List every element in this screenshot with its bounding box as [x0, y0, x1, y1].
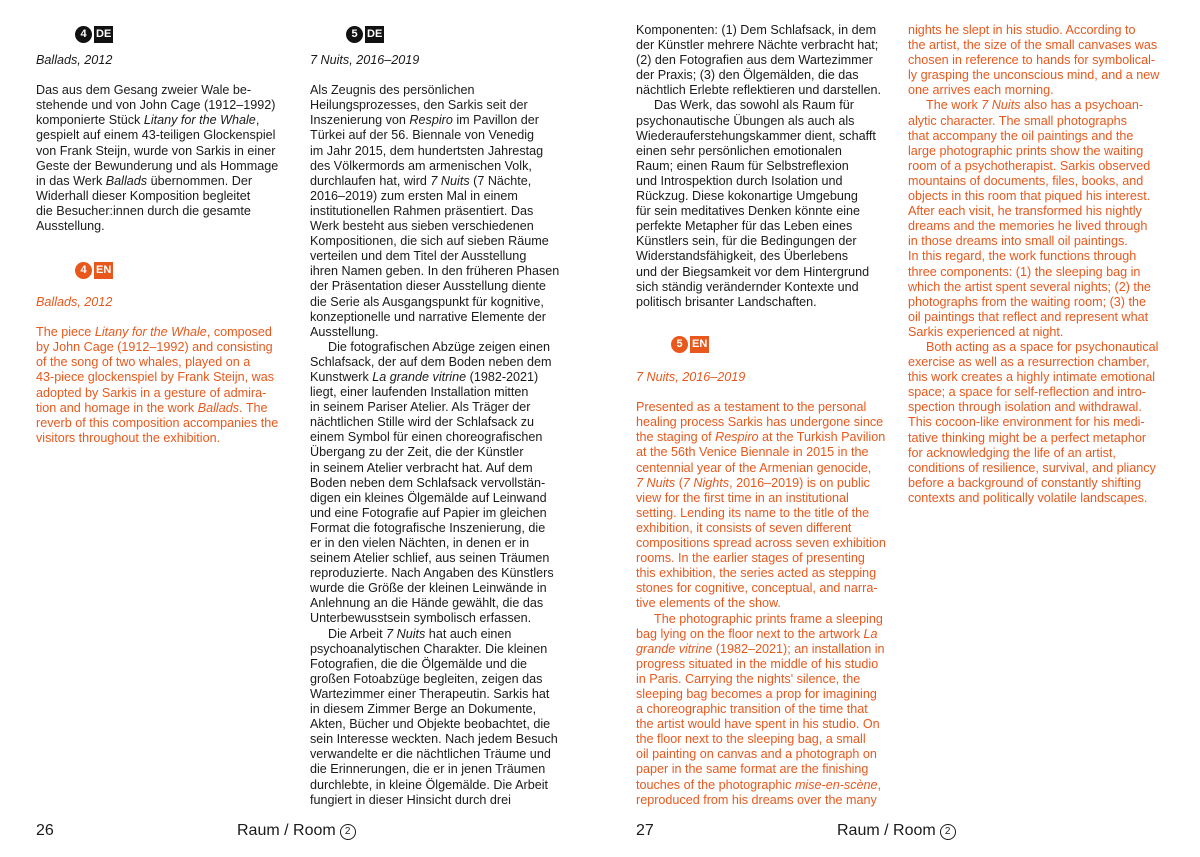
paragraph	[636, 612, 904, 808]
room-number-circle: 2	[940, 824, 956, 840]
text-line: adopted by Sarkis in a gesture of admira-	[36, 385, 267, 400]
text-line: grande vitrine (1982–2021); an installation in	[636, 641, 885, 656]
section-number: 5	[671, 336, 688, 353]
text-line: Das Werk, das sowohl als Raum für	[654, 98, 854, 113]
running-title	[837, 822, 956, 840]
text-line: at the 56th Venice Biennale in 2015 in the	[636, 445, 869, 460]
text-line: of the song of two whales, played on a	[36, 355, 251, 370]
text-line: three components: (1) the sleeping bag in	[908, 264, 1141, 279]
text-line: gespielt auf einem 43-teiligen Glockenspiel	[36, 128, 276, 143]
text-line: nights he slept in his studio. According to	[908, 23, 1136, 37]
body-paragraphs	[310, 83, 580, 808]
text-line: mountains of documents, files, books, and	[908, 173, 1144, 188]
text-line: stones for cognitive, conceptual, and narra-	[636, 581, 878, 596]
language-tag: EN	[690, 336, 709, 353]
text-line: healing process Sarkis has undergone since	[636, 415, 884, 430]
text-line: in those dreams into small oil paintings.	[908, 234, 1128, 249]
paragraph	[908, 98, 1183, 340]
text-line: durchlebte, in kleine Ölgemälde. Die Arbeit	[310, 777, 549, 792]
text-line: oil painting on canvas and a photograph on	[636, 747, 877, 762]
text-line: this work creates a highly intimate emotional	[908, 370, 1156, 385]
text-line: In this regard, the work functions through	[908, 249, 1137, 264]
section-title: Ballads, 2012	[36, 295, 113, 309]
text-line: Ausstellung.	[36, 219, 105, 234]
left-col1-de-block	[36, 53, 301, 234]
text-line: Raum; einen Raum für Selbstreflexion	[636, 158, 849, 173]
text-line: tative thinking might be a perfect metaphor	[908, 430, 1147, 445]
text-line: sleeping bag becomes a prop for imagining	[636, 686, 877, 701]
body-paragraphs	[636, 400, 904, 808]
text-line: After each visit, he transformed his nightly	[908, 204, 1142, 219]
text-line: tion and homage in the work Ballads. The	[36, 400, 268, 415]
text-line: politisch brisanter Landschaften.	[636, 294, 817, 309]
text-line: nächtlichen Stille wird der Schlafsack zu	[310, 415, 534, 430]
text-line: komponierte Stück Litany for the Whale,	[36, 113, 260, 128]
text-line: compositions spread across seven exhibition	[636, 536, 886, 551]
text-line: seinem Atelier schlief, aus seinen Träumen	[310, 551, 550, 566]
text-line: chosen in reference to hands for symbolical-	[908, 53, 1156, 68]
text-line: Both acting as a space for psychonautical	[926, 339, 1159, 354]
text-line: für sein meditatives Denken könnte eine	[636, 204, 861, 219]
right-col1-de-block	[636, 23, 904, 310]
text-line: 43-piece glockenspiel by Frank Steijn, was	[36, 370, 275, 385]
text-line: des Völkermords am armenischen Volk,	[310, 158, 532, 173]
text-line: that accompany the oil paintings and the	[908, 128, 1134, 143]
text-line: Widerstandsfähigkeit, des Überlebens	[636, 249, 849, 264]
section-title: 7 Nuits, 2016–2019	[636, 370, 746, 384]
text-line: psychonautische Übungen als auch als	[636, 113, 855, 128]
text-line: Geste der Bewunderung und als Hommage	[36, 158, 279, 173]
text-line: Anlehnung an die Hände gewählt, die das	[310, 596, 544, 611]
text-line: for acknowledging the life of an artist,	[908, 445, 1116, 460]
running-title	[237, 822, 356, 840]
text-line: the staging of Respiro at the Turkish Pavilion	[636, 430, 886, 445]
text-line: Rückzug. Diese kokonartige Umgebung	[636, 189, 858, 204]
text-line: wurde die Größe der kleinen Leinwände in	[310, 581, 547, 596]
text-line: 2016–2019) zum ersten Mal in einem	[310, 188, 518, 203]
text-line: the floor next to the sleeping bag, a small	[636, 732, 866, 747]
text-line: objects in this room that piqued his interest.	[908, 189, 1151, 204]
language-tag: EN	[94, 262, 113, 279]
text-line: institutionellen Rahmen präsentiert. Das	[310, 203, 534, 218]
paragraph	[636, 400, 904, 611]
text-line: Das aus dem Gesang zweier Wale be-	[36, 83, 252, 98]
text-line: nächtlich Erlebte reflektieren und darstellen.	[636, 83, 882, 98]
text-line: tive elements of the show.	[636, 596, 781, 611]
text-line: centennial year of the Armenian genocide,	[636, 460, 872, 475]
text-line: und Introspektion durch Isolation und	[636, 173, 843, 188]
text-line: Als Zeugnis des persönlichen	[310, 83, 475, 98]
text-line: verteilen und dem Titel der Ausstellung	[310, 249, 527, 264]
paragraph	[310, 83, 580, 340]
text-line: psychoanalytischen Charakter. Die kleinen	[310, 641, 548, 656]
text-line: the artist would have spent in his studio. On	[636, 717, 880, 732]
text-line: 7 Nuits (7 Nights, 2016–2019) is on public	[636, 475, 870, 490]
text-line: conditions of resilience, survival, and pliancy	[908, 460, 1156, 475]
text-line: Künstlers sein, für die Bedingungen der	[636, 234, 857, 249]
body-paragraphs	[636, 23, 904, 310]
text-line: progress situated in the middle of his studio	[636, 656, 879, 671]
text-line: in Paris. Carrying the nights' silence, the	[636, 671, 861, 686]
section-badge-4-en	[75, 261, 113, 279]
text-line: visitors throughout the exhibition.	[36, 430, 221, 445]
text-line: und der Biegsamkeit vor dem Hintergrund	[636, 264, 870, 279]
text-line: view for the first time in an institutional	[636, 490, 849, 505]
room-number-circle: 2	[340, 824, 356, 840]
text-line: this exhibition, the series acted as stepping	[636, 566, 877, 581]
paragraph	[636, 98, 904, 309]
text-line: by John Cage (1912–1992) and consisting	[36, 340, 273, 355]
text-line: verwandelte er die nächtlichen Träume und	[310, 747, 551, 762]
left-col1-en-block	[36, 295, 301, 446]
text-line: einen sehr persönlichen emotionalen	[636, 143, 842, 158]
running-title-text: Raum / Room	[837, 822, 936, 839]
text-line: Ausstellung.	[310, 324, 379, 339]
text-line: oil paintings that reflect and represent what	[908, 309, 1149, 324]
text-line: durchlaufen hat, wird 7 Nuits (7 Nächte,	[310, 173, 532, 188]
text-line: Türkei auf der 56. Biennale von Venedig	[310, 128, 535, 143]
text-line: perfekte Metapher für das Leben eines	[636, 219, 853, 234]
text-line: konzeptionelle und narrative Elemente der	[310, 309, 546, 324]
text-line: paper in the same format are the finishing	[636, 762, 869, 777]
text-line: Sarkis experienced at night.	[908, 324, 1064, 339]
text-line: Übergang zu der Zeit, die der Künstler	[310, 445, 524, 460]
text-line: sein Interesse weckten. Nach jedem Besuch	[310, 732, 558, 747]
text-line: spection through isolation and withdrawal.	[908, 400, 1142, 415]
text-line: before a background of constantly shifting	[908, 475, 1142, 490]
text-line: die Erinnerungen, die er in jenen Träumen	[310, 762, 546, 777]
paragraph	[310, 627, 580, 808]
section-number: 5	[346, 26, 363, 43]
text-line: Schlafsack, der auf dem Boden neben dem	[310, 354, 552, 369]
text-line: Wiederauferstehungskammer dient, schafft	[636, 128, 876, 143]
body-paragraphs	[908, 23, 1183, 506]
text-line: in seinem Pariser Atelier. Als Träger der	[310, 400, 531, 415]
text-line: einem Symbol für einen choreografischen	[310, 430, 543, 445]
text-line: This cocoon-like environment for his medi-	[908, 415, 1145, 430]
text-line: photographs from the waiting room; (3) the	[908, 294, 1147, 309]
text-line: dreams and the memories he lived through	[908, 219, 1148, 234]
text-line: The piece Litany for the Whale, composed	[36, 325, 272, 340]
text-line: alytic character. The small photographs	[908, 113, 1127, 128]
text-line: Kompositionen, die sich auf sieben Räume	[310, 234, 549, 249]
text-line: Presented as a testament to the personal	[636, 400, 867, 415]
text-line: one arrives each morning.	[908, 83, 1054, 98]
text-line: exercise as well as a resurrection chamber,	[908, 355, 1150, 370]
text-line: exhibition, it consists of seven different	[636, 520, 852, 535]
section-badge-5-en	[671, 335, 709, 353]
text-line: großen Fotoabzüge begleiten, zeigen das	[310, 671, 543, 686]
section-badge-4-de	[75, 25, 113, 43]
text-line: Werk besteht aus sieben verschiedenen	[310, 219, 534, 234]
text-line: Kunstwerk La grande vitrine (1982-2021)	[310, 369, 539, 384]
text-line: der Praxis; (3) den Ölgemälden, die das	[636, 68, 859, 83]
text-line: room of a psychotherapist. Sarkis observed	[908, 158, 1151, 173]
section-title: 7 Nuits, 2016–2019	[310, 53, 420, 67]
text-line: ihren Namen geben. In den früheren Phasen	[310, 264, 560, 279]
text-line: space; a space for self-reflection and intro-	[908, 385, 1147, 400]
body-text	[36, 325, 301, 446]
language-tag: DE	[94, 26, 113, 43]
left-col2-de-block	[310, 53, 580, 808]
text-line: The photographic prints frame a sleeping	[654, 611, 883, 626]
text-line: a choreographic transition of the time that	[636, 702, 868, 717]
text-line: Boden neben dem Schlafsack vervollstän-	[310, 475, 546, 490]
text-line: und eine Fotografie auf Papier im gleichen	[310, 505, 547, 520]
text-line: die Besucher:innen durch die gesamte	[36, 203, 251, 218]
text-line: Inszenierung von Respiro im Pavillon der	[310, 113, 539, 128]
text-line: Widerhall dieser Komposition begleitet	[36, 188, 251, 203]
text-line: touches of the photographic mise-en-scène,	[636, 777, 882, 792]
paragraph	[908, 340, 1183, 506]
page-number: 26	[36, 822, 54, 839]
text-line: The work 7 Nuits also has a psychoan-	[926, 98, 1144, 113]
section-number: 4	[75, 26, 92, 43]
text-line: in seinem Atelier verbracht hat. Auf dem	[310, 460, 533, 475]
text-line: Wartezimmer einer Therapeutin. Sarkis hat	[310, 686, 550, 701]
text-line: Akten, Bücher und Objekte beobachtet, die	[310, 717, 551, 732]
paragraph	[310, 340, 580, 627]
text-line: der Künstler mehrere Nächte verbracht hat;	[636, 38, 879, 53]
text-line: von Frank Steijn, wurde von Sarkis in einer	[36, 143, 276, 158]
right-col1-en-block	[636, 370, 904, 808]
section-number: 4	[75, 262, 92, 279]
text-line: reverb of this composition accompanies the	[36, 415, 279, 430]
text-line: the artist, the size of the small canvases was	[908, 38, 1158, 53]
text-line: reproduzierte. Nach Angaben des Künstlers	[310, 566, 554, 581]
page-number: 27	[636, 822, 654, 839]
text-line: Heilungsprozesses, den Sarkis seit der	[310, 98, 528, 113]
text-line: contexts and politically volatile landscapes.	[908, 490, 1148, 505]
text-line: Komponenten: (1) Dem Schlafsack, in dem	[636, 23, 877, 37]
text-line: large photographic prints show the waiting	[908, 143, 1144, 158]
text-line: ly grasping the unconscious mind, and a new	[908, 68, 1160, 83]
text-line: der Präsentation dieser Ausstellung diente	[310, 279, 546, 294]
text-line: in diesem Zimmer Berge an Dokumente,	[310, 702, 537, 717]
language-tag: DE	[365, 26, 384, 43]
text-line: Format die fotografische Inszenierung, die	[310, 520, 546, 535]
right-col2-en-block	[908, 23, 1183, 506]
body-text	[36, 83, 301, 234]
section-badge-5-de	[346, 25, 384, 43]
text-line: rooms. In the earlier stages of presenting	[636, 551, 865, 566]
paragraph	[908, 23, 1183, 98]
text-line: setting. Lending its name to the title of the	[636, 505, 870, 520]
text-line: Die Arbeit 7 Nuits hat auch einen	[328, 626, 512, 641]
text-line: stehende und von John Cage (1912–1992)	[36, 98, 276, 113]
section-title: Ballads, 2012	[36, 53, 113, 67]
text-line: Unterbewusstsein symbolisch erfassen.	[310, 611, 532, 626]
text-line: er in den vielen Nächten, in denen er in	[310, 536, 530, 550]
text-line: Die fotografischen Abzüge zeigen einen	[328, 339, 550, 354]
text-line: reproduced from his dreams over the many	[636, 792, 877, 807]
text-line: (2) den Fotografien aus dem Wartezimmer	[636, 53, 873, 68]
text-line: liegt, einer laufenden Installation mitten	[310, 385, 529, 400]
running-title-text: Raum / Room	[237, 822, 336, 839]
paragraph	[636, 23, 904, 98]
text-line: Fotografien, die die Ölgemälde und die	[310, 656, 528, 671]
text-line: sich ständig verändernder Kontexte und	[636, 279, 859, 294]
text-line: in das Werk Ballads übernommen. Der	[36, 173, 253, 188]
text-line: die Serie als Ausgangspunkt für kognitive,	[310, 294, 544, 309]
text-line: bag lying on the floor next to the artwork La	[636, 626, 878, 641]
text-line: im Jahr 2015, dem hundertsten Jahrestag	[310, 143, 544, 158]
text-line: fungiert in dieser Hinsicht durch drei	[310, 792, 511, 807]
text-line: which the artist spent several nights; (2) the	[908, 279, 1151, 294]
text-line: digen ein kleines Ölgemälde auf Leinwand	[310, 490, 547, 505]
